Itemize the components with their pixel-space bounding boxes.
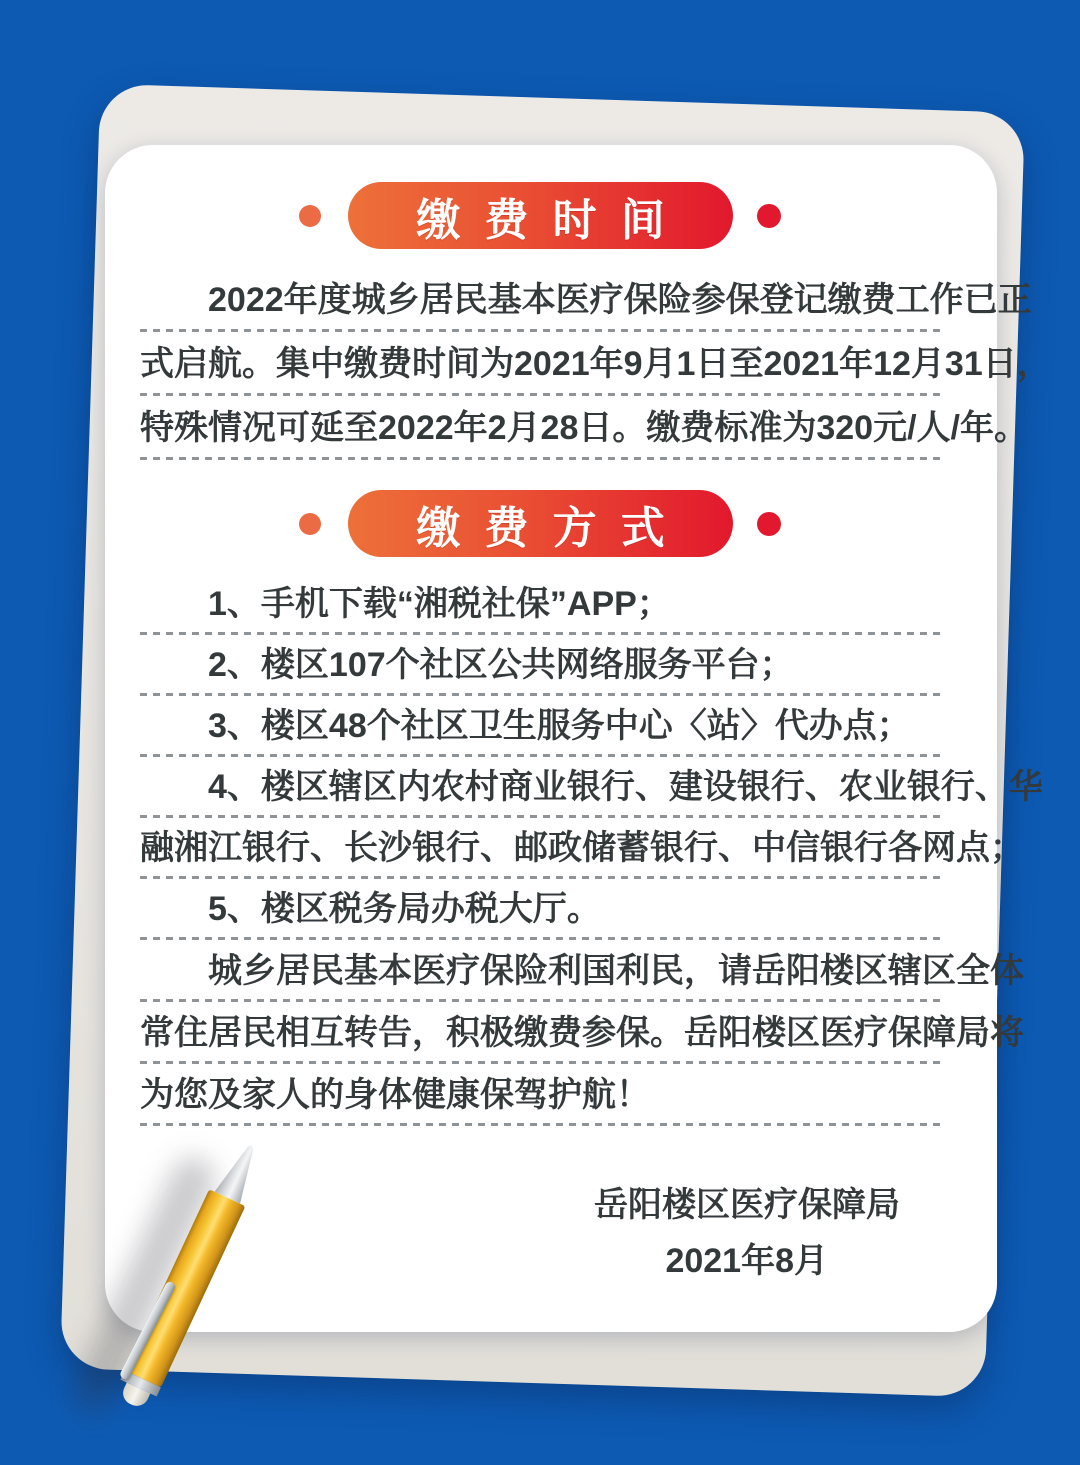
accent-dot-icon [757, 512, 781, 536]
section-header-payment-time [140, 182, 940, 249]
list-item-line: 融湘江银行、长沙银行、邮政储蓄银行、中信银行各网点； [140, 818, 940, 879]
text-line: 式启航。集中缴费时间为2021年9月1日至2021年12月31日， [140, 332, 940, 396]
list-item-line: 3、楼区48个社区卫生服务中心〈站〉代办点； [140, 696, 940, 757]
list-item-line: 4、楼区辖区内农村商业银行、建设银行、农业银行、华 [140, 757, 940, 818]
payment-time-paragraph [140, 268, 1051, 460]
payment-method-title: 缴费方式 [416, 503, 689, 553]
payment-time-title: 缴费时间 [416, 195, 689, 245]
text-line: 2022年度城乡居民基本医疗保险参保登记缴费工作已正 [140, 268, 940, 332]
text-line: 常住居民相互转告，积极缴费参保。岳阳楼区医疗保障局将 [140, 1002, 940, 1064]
accent-dot-icon [757, 204, 781, 228]
text-line: 特殊情况可延至2022年2月28日。缴费标准为320元/人/年。 [140, 396, 940, 460]
text-line: 为您及家人的身体健康保驾护航！ [140, 1064, 940, 1126]
closing-paragraph [140, 940, 1024, 1126]
signature-date: 2021年8月 [665, 1242, 828, 1280]
payment-method-pill [348, 490, 733, 557]
accent-dot-icon [299, 513, 321, 535]
payment-time-pill [348, 182, 733, 249]
accent-dot-icon [299, 205, 321, 227]
text-line: 城乡居民基本医疗保险利国利民，请岳阳楼区辖区全体 [140, 940, 940, 1002]
list-item-line: 1、手机下载“湘税社保”APP； [140, 574, 940, 635]
signature-org: 岳阳楼区医疗保障局 [594, 1186, 900, 1224]
list-item-line: 2、楼区107个社区公共网络服务平台； [140, 635, 940, 696]
payment-method-list [140, 574, 1043, 940]
section-header-payment-method [140, 490, 940, 557]
list-item-line: 5、楼区税务局办税大厅。 [140, 879, 940, 940]
